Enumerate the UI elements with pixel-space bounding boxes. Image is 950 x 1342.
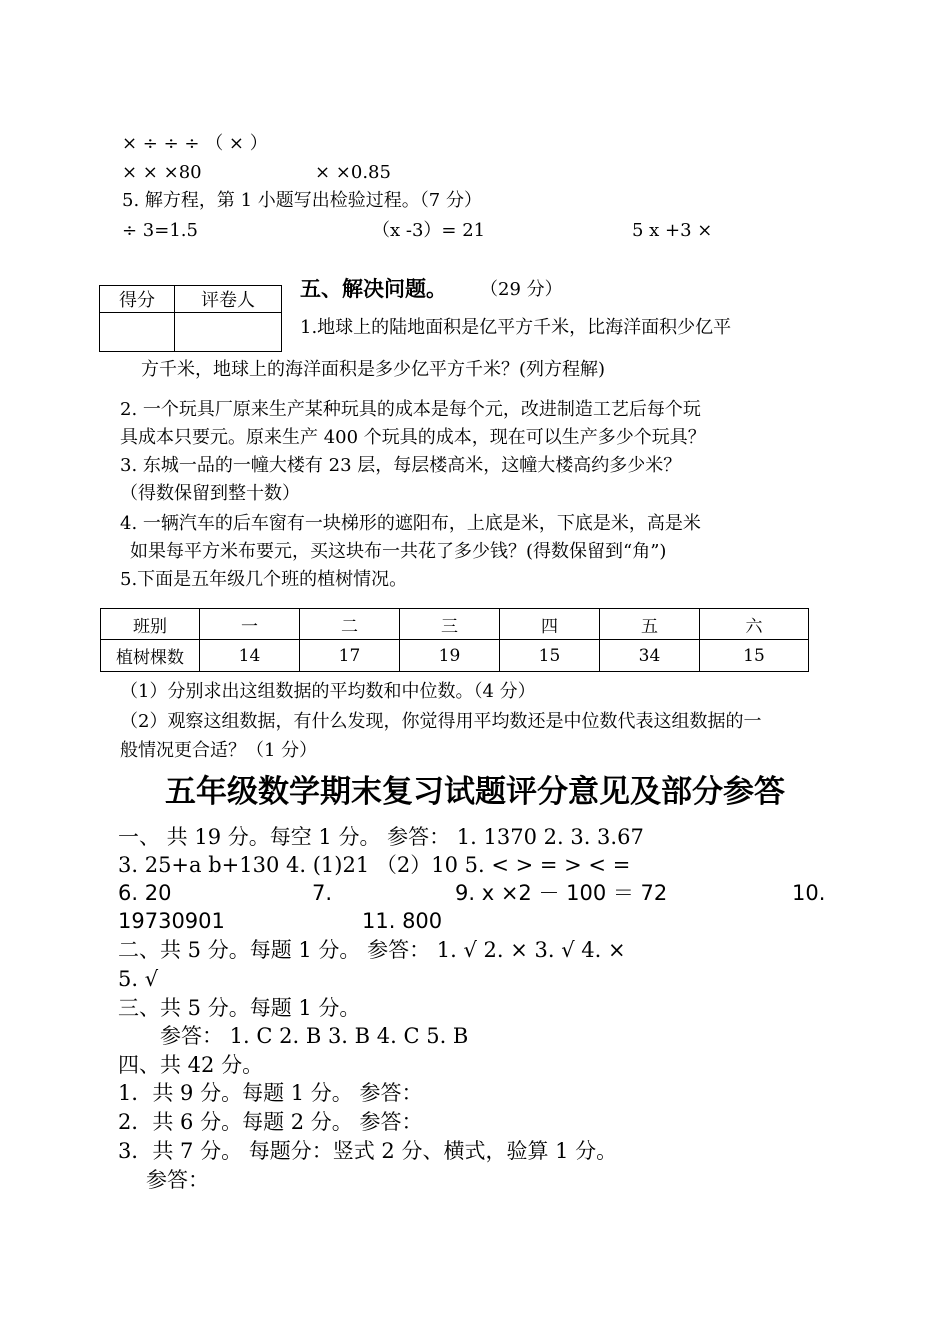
table-cell: 14 xyxy=(200,640,300,672)
table-cell: 四 xyxy=(500,609,600,640)
answer-1-line-2: 3. 25+a b+130 4. (1)21 （2）10 5. < > = > < = xyxy=(118,853,631,877)
sub-question-2-line-1: （2）观察这组数据，有什么发现，你觉得用平均数还是中位数代表这组数据的一 xyxy=(120,711,762,732)
expression-b: × ×0.85 xyxy=(315,162,391,183)
answer-2-line-2: 5. √ xyxy=(118,967,159,991)
answer-3-line-2: 参答： 1. C 2. B 3. B 4. C 5. B xyxy=(160,1024,469,1048)
equation-2: （x -3）= 21 xyxy=(372,220,486,241)
score-box xyxy=(99,285,282,352)
table-row xyxy=(101,640,809,672)
answer-1-line-3-b: 7. xyxy=(312,881,333,905)
table-cell: 植树棵数 xyxy=(101,640,200,672)
answer-2-line-1: 二、共 5 分。每题 1 分。 参答： 1. √ 2. × 3. √ 4. × xyxy=(118,938,626,962)
grader-label: 评卷人 xyxy=(175,286,282,313)
score-cell xyxy=(100,313,175,352)
question-2-line-1: 2. 一个玩具厂原来生产某种玩具的成本是每个元，改进制造工艺后每个玩 xyxy=(120,399,701,420)
grader-cell xyxy=(175,313,282,352)
equation-1: ÷ 3=1.5 xyxy=(122,220,198,241)
question-2-line-2: 具成本只要元。原来生产 400 个玩具的成本，现在可以生产多少个玩具？ xyxy=(120,427,706,448)
answer-4-line-2: 1．共 9 分。每题 1 分。 参答： xyxy=(118,1081,423,1105)
question-4-line-2: 如果每平方米布要元，买这块布一共花了多少钱？(得数保留到“角”) xyxy=(130,541,667,562)
question-1-line-1: 1.地球上的陆地面积是亿平方千米，比海洋面积少亿平 xyxy=(300,317,732,338)
answer-3-line-1: 三、共 5 分。每题 1 分。 xyxy=(118,996,361,1020)
answer-1-line-3-d: 10. xyxy=(792,881,826,905)
question-3-line-2: （得数保留到整十数） xyxy=(120,483,300,504)
answer-4-line-5: 参答： xyxy=(146,1168,209,1192)
sub-question-2-line-2: 般情况更合适？（1 分） xyxy=(120,740,318,761)
expression-line: × ÷ ÷ ÷ （ × ） xyxy=(122,133,268,154)
answer-1-line-4-b: 11. 800 xyxy=(362,909,443,933)
question-3-line-1: 3. 东城一品的一幢大楼有 23 层，每层楼高米，这幢大楼高约多少米？ xyxy=(120,455,682,476)
table-cell: 三 xyxy=(400,609,500,640)
tree-planting-table xyxy=(100,608,809,672)
table-cell: 19 xyxy=(400,640,500,672)
score-label: 得分 xyxy=(100,286,175,313)
equation-3: 5 x +3 × xyxy=(632,220,713,241)
question-5-heading: 5. 解方程，第 1 小题写出检验过程。（7 分） xyxy=(122,190,482,211)
table-cell: 一 xyxy=(200,609,300,640)
table-cell: 34 xyxy=(600,640,700,672)
answer-4-line-3: 2．共 6 分。每题 2 分。 参答： xyxy=(118,1110,423,1134)
table-cell: 17 xyxy=(300,640,400,672)
question-4-line-1: 4. 一辆汽车的后车窗有一块梯形的遮阳布，上底是米，下底是米，高是米 xyxy=(120,513,701,534)
answer-4-line-4: 3．共 7 分。 每题分：竖式 2 分、横式，验算 1 分。 xyxy=(118,1139,618,1163)
table-header-row xyxy=(101,609,809,640)
expression-a: × × ×80 xyxy=(122,162,202,183)
answer-1-line-3-a: 6. 20 xyxy=(118,881,172,905)
answer-1-line-1: 一、 共 19 分。每空 1 分。 参答： 1. 1370 2. 3. 3.67 xyxy=(118,825,644,849)
table-cell: 六 xyxy=(700,609,809,640)
table-cell: 二 xyxy=(300,609,400,640)
table-cell: 班别 xyxy=(101,609,200,640)
answer-4-line-1: 四、共 42 分。 xyxy=(118,1053,264,1077)
answer-1-line-3-c: 9. x ×2 － 100 ＝ 72 xyxy=(455,881,668,905)
question-1-line-2: 方千米，地球上的海洋面积是多少亿平方千米？(列方程解) xyxy=(141,359,606,380)
section-5-points: （29 分） xyxy=(480,279,563,300)
table-cell: 15 xyxy=(700,640,809,672)
section-5-title: 五、解决问题。 xyxy=(300,277,447,301)
table-cell: 五 xyxy=(600,609,700,640)
question-5-text: 5.下面是五年级几个班的植树情况。 xyxy=(120,569,408,590)
answer-1-line-4-a: 19730901 xyxy=(118,909,225,933)
table-cell: 15 xyxy=(500,640,600,672)
answer-key-title: 五年级数学期末复习试题评分意见及部分参答 xyxy=(165,774,785,810)
sub-question-1: （1）分别求出这组数据的平均数和中位数。（4 分） xyxy=(120,681,536,702)
